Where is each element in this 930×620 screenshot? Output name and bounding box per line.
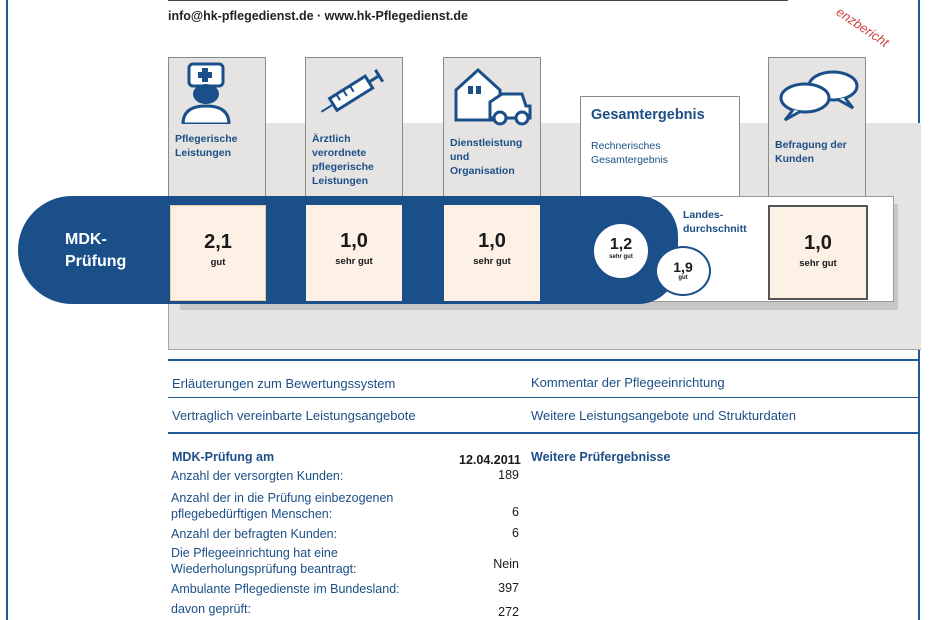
row-label: Anzahl der in die Prüfung einbezogenen pflegebedürftigen Menschen: [171, 491, 394, 521]
speech-bubbles-icon [775, 62, 863, 129]
category-label: Befragung der Kunden [775, 139, 847, 165]
divider [168, 359, 920, 361]
mdk-label: MDK-Prüfung [65, 231, 127, 270]
category-label: Ärztlich verordnete pflegerische Leistungen [312, 133, 374, 187]
row-label: Anzahl der befragten Kunden: [171, 527, 338, 541]
pruefung-date: 12.04.2011 [459, 453, 521, 467]
landes-label: Landes- durchschnitt [683, 209, 747, 235]
contact-line: info@hk-pflegedienst.de · www.hk-Pflegedienst.de [168, 9, 468, 23]
divider [168, 432, 920, 434]
row-value: 272 [498, 605, 519, 619]
row-value: Nein [493, 557, 519, 571]
gesamtergebnis-tile[interactable] [580, 96, 740, 198]
gesamtergebnis-title: Gesamtergebnis [591, 107, 705, 123]
link-vertragliche-leistungen[interactable]: Vertraglich vereinbarte Leistungsangebote [172, 408, 416, 423]
score-befragung [768, 205, 868, 300]
score-grade: sehr gut [473, 256, 511, 267]
divider [168, 397, 920, 398]
score-value: 1,0 [478, 230, 506, 252]
gesamtergebnis-subtitle: Rechnerisches Gesamtergebnis [591, 140, 669, 166]
landes-value: 1,9 [673, 259, 693, 275]
report-stamp: enzbericht [833, 4, 892, 50]
row-value: 6 [512, 526, 519, 540]
row-value: 6 [512, 505, 519, 519]
row-value: 397 [498, 581, 519, 595]
row-label: Ambulante Pflegedienste im Bundesland: [171, 582, 400, 596]
category-aerztlich-verordnete[interactable] [305, 57, 403, 198]
nurse-icon [175, 62, 235, 129]
category-dienstleistung[interactable] [443, 57, 541, 198]
link-bewertungssystem[interactable]: Erläuterungen zum Bewertungssystem [172, 376, 396, 391]
top-rule [168, 0, 788, 5]
row-label: Die Pflegeeinrichtung hat eine Wiederholungsprüfung beantragt: [171, 546, 357, 576]
score-value: 1,0 [804, 232, 832, 254]
landes-score-circle [655, 246, 711, 296]
syringe-icon [312, 62, 398, 127]
house-car-icon [450, 62, 534, 131]
landes-grade: gut [678, 275, 688, 281]
category-pflegerische-leistungen[interactable] [168, 57, 266, 198]
score-grade: sehr gut [799, 258, 837, 269]
category-label: Dienstleistung und Organisation [450, 137, 523, 177]
score-grade: sehr gut [335, 256, 373, 267]
score-value: 1,0 [340, 230, 368, 252]
weitere-pruefergebnisse-link[interactable]: Weitere Prüfergebnisse [531, 450, 671, 464]
category-befragung[interactable] [768, 57, 866, 198]
overall-score-circle [592, 222, 650, 280]
score-dienstleistung [444, 205, 540, 301]
row-value: 189 [498, 468, 519, 482]
link-kommentar[interactable]: Kommentar der Pflegeeinrichtung [531, 375, 725, 390]
overall-value: 1,2 [609, 236, 633, 253]
link-weitere-leistungen[interactable]: Weitere Leistungsangebote und Strukturdaten [531, 408, 796, 423]
score-aerztlich [306, 205, 402, 301]
row-label: Anzahl der versorgten Kunden: [171, 469, 344, 483]
row-label: davon geprüft: [171, 602, 251, 616]
pruefung-heading: MDK-Prüfung am [172, 450, 275, 464]
overall-grade: sehr gut [609, 254, 633, 260]
score-value: 2,1 [204, 231, 232, 253]
category-label: Pflegerische Leistungen [175, 133, 238, 159]
score-pflegerische [170, 205, 266, 301]
score-grade: gut [210, 257, 226, 268]
